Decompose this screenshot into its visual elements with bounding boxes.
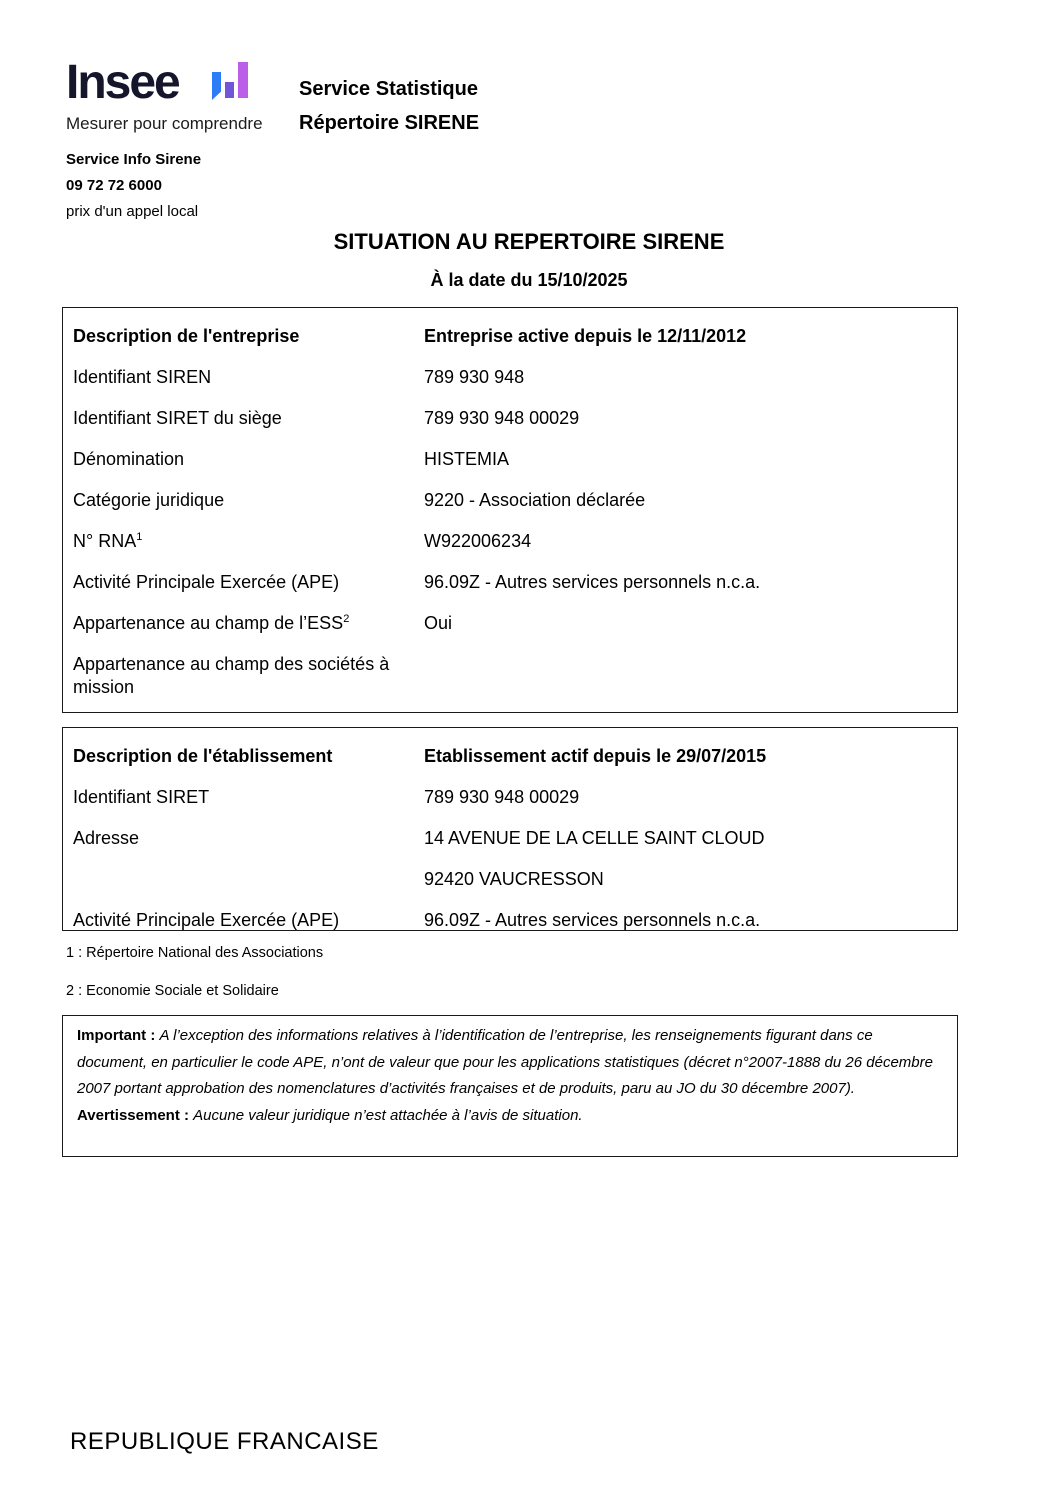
row-label: Activité Principale Exercée (APE) bbox=[73, 910, 340, 930]
row-value bbox=[424, 653, 947, 699]
row-value: 789 930 948 bbox=[424, 367, 525, 387]
row-label: Adresse bbox=[73, 828, 140, 848]
row-value: 9220 - Association déclarée bbox=[424, 490, 646, 510]
insee-tagline: Mesurer pour comprendre bbox=[66, 114, 263, 133]
table-row bbox=[73, 521, 947, 562]
row-label: Dénomination bbox=[73, 449, 185, 469]
contact-block bbox=[66, 147, 306, 225]
table-row bbox=[73, 357, 947, 398]
row-value: 789 930 948 00029 bbox=[424, 787, 580, 807]
row-value: HISTEMIA bbox=[424, 449, 510, 469]
row-value: Oui bbox=[424, 613, 453, 633]
table-row bbox=[73, 562, 947, 603]
important-text: A l’exception des informations relatives à l’identification de l’entreprise, les renseignements figurant dans ce document, en particulier le code APE, n’ont de valeur que pour les applications statistiques (décret n°2007-1888 du 26 décembre 2007 portant approbation des nomenclatures d’activités françaises et de produits, paru au JO du 30 décembre 2007). bbox=[77, 1027, 933, 1097]
establishment-header-row bbox=[73, 736, 947, 777]
address-value bbox=[424, 827, 947, 891]
row-value: 96.09Z - Autres services personnels n.c.a. bbox=[424, 910, 761, 930]
row-value: W922006234 bbox=[424, 531, 532, 551]
service-statistique-label: Service Statistique bbox=[299, 78, 478, 100]
warning-label: Avertissement : bbox=[77, 1106, 189, 1124]
table-row bbox=[73, 398, 947, 439]
establishment-header-label: Description de l'établissement bbox=[73, 746, 333, 766]
table-row bbox=[73, 603, 947, 644]
contact-service-name: Service Info Sirene bbox=[66, 151, 202, 168]
enterprise-table bbox=[62, 307, 958, 713]
address-line-2: 92420 VAUCRESSON bbox=[424, 869, 604, 889]
warning-text: Aucune valeur juridique n’est attachée à l’avis de situation. bbox=[193, 1106, 583, 1124]
bar-purple-icon bbox=[225, 82, 234, 98]
row-value: 96.09Z - Autres services personnels n.c.a. bbox=[424, 572, 761, 592]
enterprise-header-value: Entreprise active depuis le 12/11/2012 bbox=[424, 326, 747, 346]
establishment-table bbox=[62, 727, 958, 931]
establishment-header-value: Etablissement actif depuis le 29/07/2015 bbox=[424, 746, 767, 766]
row-label: Catégorie juridique bbox=[73, 490, 225, 510]
footnote-2: 2 : Economie Sociale et Solidaire bbox=[66, 983, 279, 999]
warning-paragraph bbox=[77, 1103, 943, 1130]
row-value: 789 930 948 00029 bbox=[424, 408, 580, 428]
repertoire-sirene-label: Répertoire SIRENE bbox=[299, 112, 480, 134]
page-title: SITUATION AU REPERTOIRE SIRENE bbox=[333, 229, 725, 254]
row-label: Activité Principale Exercée (APE) bbox=[73, 572, 340, 592]
footnote-ref: 2 bbox=[343, 613, 350, 625]
service-block bbox=[299, 72, 479, 140]
table-row bbox=[73, 777, 947, 818]
bar-pink-icon bbox=[238, 62, 248, 98]
row-label: Identifiant SIRET bbox=[73, 787, 210, 807]
insee-logo bbox=[66, 52, 306, 114]
important-label: Important : bbox=[77, 1027, 156, 1044]
enterprise-header-row bbox=[73, 316, 947, 357]
table-row bbox=[73, 480, 947, 521]
footnote-1: 1 : Répertoire National des Associations bbox=[66, 945, 324, 961]
important-paragraph bbox=[77, 1023, 943, 1103]
republique-francaise-label: REPUBLIQUE FRANCAISE bbox=[70, 1428, 379, 1455]
table-row bbox=[73, 900, 947, 941]
address-line-1: 14 AVENUE DE LA CELLE SAINT CLOUD bbox=[424, 828, 765, 848]
row-label: Identifiant SIREN bbox=[73, 367, 212, 387]
insee-wordmark: Insee bbox=[66, 56, 179, 109]
table-row bbox=[73, 644, 947, 708]
row-label: Appartenance au champ des sociétés à mission bbox=[73, 654, 390, 697]
row-label: Identifiant SIRET du siège bbox=[73, 408, 282, 428]
row-label: N° RNA$^1$ bbox=[73, 531, 143, 551]
insee-bars-icon bbox=[212, 56, 248, 106]
bar-blue-icon bbox=[212, 72, 221, 100]
page-subtitle: À la date du 15/10/2025 bbox=[430, 270, 628, 290]
contact-phone: 09 72 72 6000 bbox=[66, 177, 162, 194]
footnote-ref: 1 bbox=[136, 531, 143, 543]
enterprise-header-label: Description de l'entreprise bbox=[73, 326, 300, 346]
insee-logo-block bbox=[66, 52, 306, 225]
row-label: Appartenance au champ de l’ESS$^2$ bbox=[73, 613, 350, 633]
legal-notice-box bbox=[62, 1015, 958, 1157]
table-row bbox=[73, 439, 947, 480]
table-row bbox=[73, 818, 947, 900]
contact-call-price: prix d'un appel local bbox=[66, 203, 199, 220]
